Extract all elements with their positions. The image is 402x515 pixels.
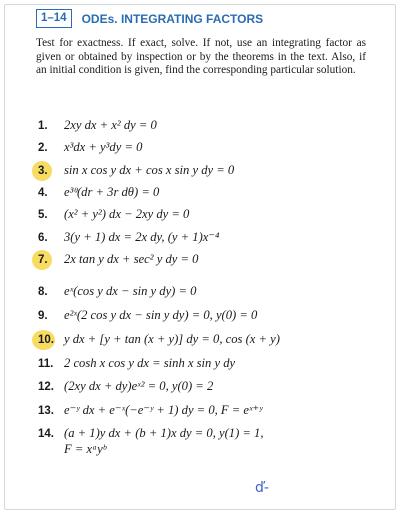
problem-12	[38, 379, 213, 394]
problem-equation: y dx + [y + tan (x + y)] dy = 0, cos (x + y)	[64, 332, 280, 346]
problem-13	[38, 402, 262, 418]
problem-number: 8.	[38, 286, 48, 298]
problem-equation: e³ᶿ(dr + 3r dθ) = 0	[64, 185, 160, 199]
problem-11	[38, 356, 235, 371]
problem-14-continuation	[38, 442, 106, 457]
problem-10	[38, 332, 280, 347]
section-header	[36, 9, 263, 28]
problem-number: 2.	[38, 142, 48, 154]
problem-equation: e²ˣ(2 cos y dx − sin y dy) = 0, y(0) = 0	[64, 308, 258, 322]
problem-equation: (2xy dx + dy)eˣ² = 0, y(0) = 2	[64, 379, 214, 393]
problem-3	[38, 163, 234, 178]
problem-number: 9.	[38, 310, 48, 322]
problem-14	[38, 426, 264, 441]
instructions-paragraph: Test for exactness. If exact, solve. If not, use an integrating factor as given or obtained by inspection or by the theorems in the text. Also, if an initial condition is given, find the corresponding particular solution.	[36, 37, 366, 77]
problem-equation: (x² + y²) dx − 2xy dy = 0	[64, 207, 190, 221]
problem-number: 6.	[38, 232, 48, 244]
problem-number: 1.	[38, 120, 48, 132]
problem-number: 10.	[38, 334, 64, 346]
problem-number: 5.	[38, 209, 48, 221]
problem-equation: e⁻ʸ dx + e⁻ˣ(−e⁻ʸ + 1) dy = 0, F = eˣ⁺ʸ	[64, 403, 263, 417]
problem-number: 12.	[38, 381, 54, 393]
problem-1	[38, 118, 157, 133]
problem-8	[38, 284, 196, 299]
problem-equation: 2x tan y dx + sec² y dy = 0	[64, 252, 199, 266]
problem-number: 4.	[38, 187, 48, 199]
section-title: ODEs. INTEGRATING FACTORS	[81, 11, 264, 26]
problem-number: 11.	[38, 358, 54, 370]
problem-equation: sin x cos y dx + cos x sin y dy = 0	[64, 163, 235, 177]
problem-7	[38, 252, 198, 267]
problem-equation: eˣ(cos y dx − sin y dy) = 0	[64, 284, 197, 298]
problem-number: 13.	[38, 405, 54, 417]
problem-9	[38, 308, 257, 323]
problem-4	[38, 185, 159, 200]
problem-equation: 3(y + 1) dx = 2x dy, (y + 1)x⁻⁴	[64, 230, 220, 244]
problem-range-badge: 1–14	[36, 9, 72, 28]
problem-number: 7.	[38, 254, 64, 266]
problem-2	[38, 140, 142, 155]
problem-number: 3.	[38, 165, 64, 177]
problem-equation: 2 cosh x cos y dx = sinh x sin y dy	[64, 356, 236, 370]
handwritten-note: ď-	[255, 480, 269, 496]
problem-6	[38, 229, 219, 245]
problem-5	[38, 207, 189, 222]
problem-equation: (a + 1)y dx + (b + 1)x dy = 0, y(1) = 1,	[64, 426, 264, 440]
problem-equation: x³dx + y³dy = 0	[64, 140, 143, 154]
problem-equation: 2xy dx + x² dy = 0	[64, 118, 157, 132]
problem-equation: F = xᵃyᵇ	[64, 442, 107, 456]
problem-number: 14.	[38, 428, 54, 440]
